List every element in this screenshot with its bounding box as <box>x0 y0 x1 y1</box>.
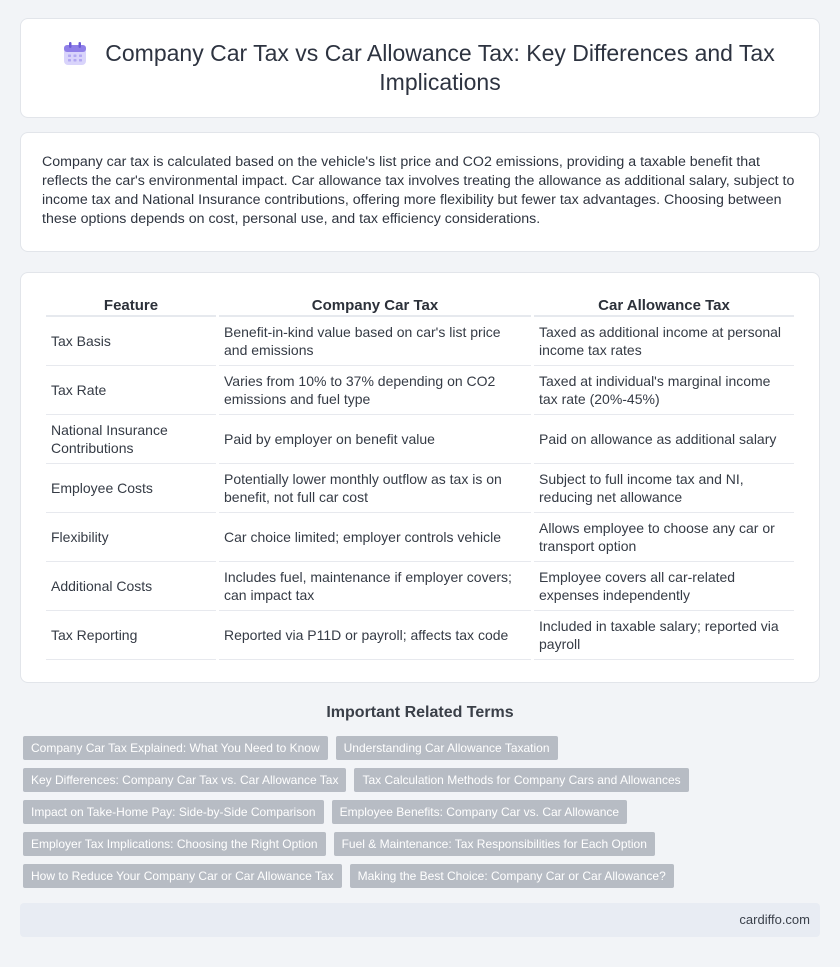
company-car-cell: Varies from 10% to 37% depending on CO2 emissions and fuel type <box>219 366 531 415</box>
related-term-link[interactable]: Employer Tax Implications: Choosing the Right Option <box>23 832 326 856</box>
related-term-link[interactable]: Key Differences: Company Car Tax vs. Car Allowance Tax <box>23 768 346 792</box>
footer <box>20 903 820 937</box>
related-term-link[interactable]: Employee Benefits: Company Car vs. Car Allowance <box>332 800 627 824</box>
car-allowance-cell: Included in taxable salary; reported via payroll <box>534 611 794 660</box>
table-row <box>46 611 794 660</box>
table-row <box>46 464 794 513</box>
page-title: Company Car Tax vs Car Allowance Tax: Key Differences and Tax Implications <box>105 40 775 95</box>
feature-cell: Additional Costs <box>46 562 216 611</box>
header-feature: Feature <box>46 293 216 317</box>
car-allowance-cell: Taxed as additional income at personal income tax rates <box>534 317 794 366</box>
feature-cell: Tax Basis <box>46 317 216 366</box>
calendar-icon <box>61 40 89 68</box>
related-terms-heading: Important Related Terms <box>326 704 514 721</box>
tag-row <box>23 736 823 760</box>
related-term-link[interactable]: Fuel & Maintenance: Tax Responsibilities for Each Option <box>334 832 655 856</box>
related-term-link[interactable]: Understanding Car Allowance Taxation <box>336 736 558 760</box>
company-car-cell: Potentially lower monthly outflow as tax is on benefit, not full car cost <box>219 464 531 513</box>
feature-cell: Employee Costs <box>46 464 216 513</box>
company-car-cell: Car choice limited; employer controls vehicle <box>219 513 531 562</box>
company-car-cell: Benefit-in-kind value based on car's list price and emissions <box>219 317 531 366</box>
tag-row <box>23 768 823 792</box>
tag-row <box>23 864 823 888</box>
table-row <box>46 366 794 415</box>
footer-site-link[interactable]: cardiffo.com <box>739 912 810 927</box>
table-row <box>46 562 794 611</box>
feature-cell: National Insurance Contributions <box>46 415 216 464</box>
comparison-table <box>43 293 797 660</box>
feature-cell: Tax Rate <box>46 366 216 415</box>
car-allowance-cell: Paid on allowance as additional salary <box>534 415 794 464</box>
tag-row <box>23 832 823 856</box>
related-term-link[interactable]: Tax Calculation Methods for Company Cars and Allowances <box>354 768 688 792</box>
table-header-row <box>46 293 794 317</box>
intro-paragraph: Company car tax is calculated based on the vehicle's list price and CO2 emissions, providing a taxable benefit that reflects the car's environmental impact. Car allowance tax involves treating the allowance as additional salary, subject to income tax and National Insurance contributions, offering more flexibility but fewer tax advantages. Choosing between these options depends on cost, personal use, and tax efficiency considerations. <box>42 154 795 227</box>
related-term-link[interactable]: How to Reduce Your Company Car or Car Allowance Tax <box>23 864 342 888</box>
company-car-cell: Paid by employer on benefit value <box>219 415 531 464</box>
company-car-cell: Reported via P11D or payroll; affects tax code <box>219 611 531 660</box>
company-car-cell: Includes fuel, maintenance if employer covers; can impact tax <box>219 562 531 611</box>
car-allowance-cell: Employee covers all car-related expenses independently <box>534 562 794 611</box>
header-card <box>20 18 820 118</box>
intro-card <box>20 132 820 252</box>
car-allowance-cell: Subject to full income tax and NI, reducing net allowance <box>534 464 794 513</box>
comparison-table-card <box>20 272 820 683</box>
related-term-link[interactable]: Impact on Take-Home Pay: Side-by-Side Comparison <box>23 800 324 824</box>
related-terms-list <box>23 736 823 896</box>
feature-cell: Tax Reporting <box>46 611 216 660</box>
table-row <box>46 415 794 464</box>
tag-row <box>23 800 823 824</box>
header-company-car-tax: Company Car Tax <box>219 293 531 317</box>
car-allowance-cell: Taxed at individual's marginal income tax rate (20%-45%) <box>534 366 794 415</box>
related-term-link[interactable]: Making the Best Choice: Company Car or Car Allowance? <box>350 864 674 888</box>
related-term-link[interactable]: Company Car Tax Explained: What You Need to Know <box>23 736 328 760</box>
table-row <box>46 513 794 562</box>
car-allowance-cell: Allows employee to choose any car or transport option <box>534 513 794 562</box>
feature-cell: Flexibility <box>46 513 216 562</box>
table-row <box>46 317 794 366</box>
header-car-allowance-tax: Car Allowance Tax <box>534 293 794 317</box>
